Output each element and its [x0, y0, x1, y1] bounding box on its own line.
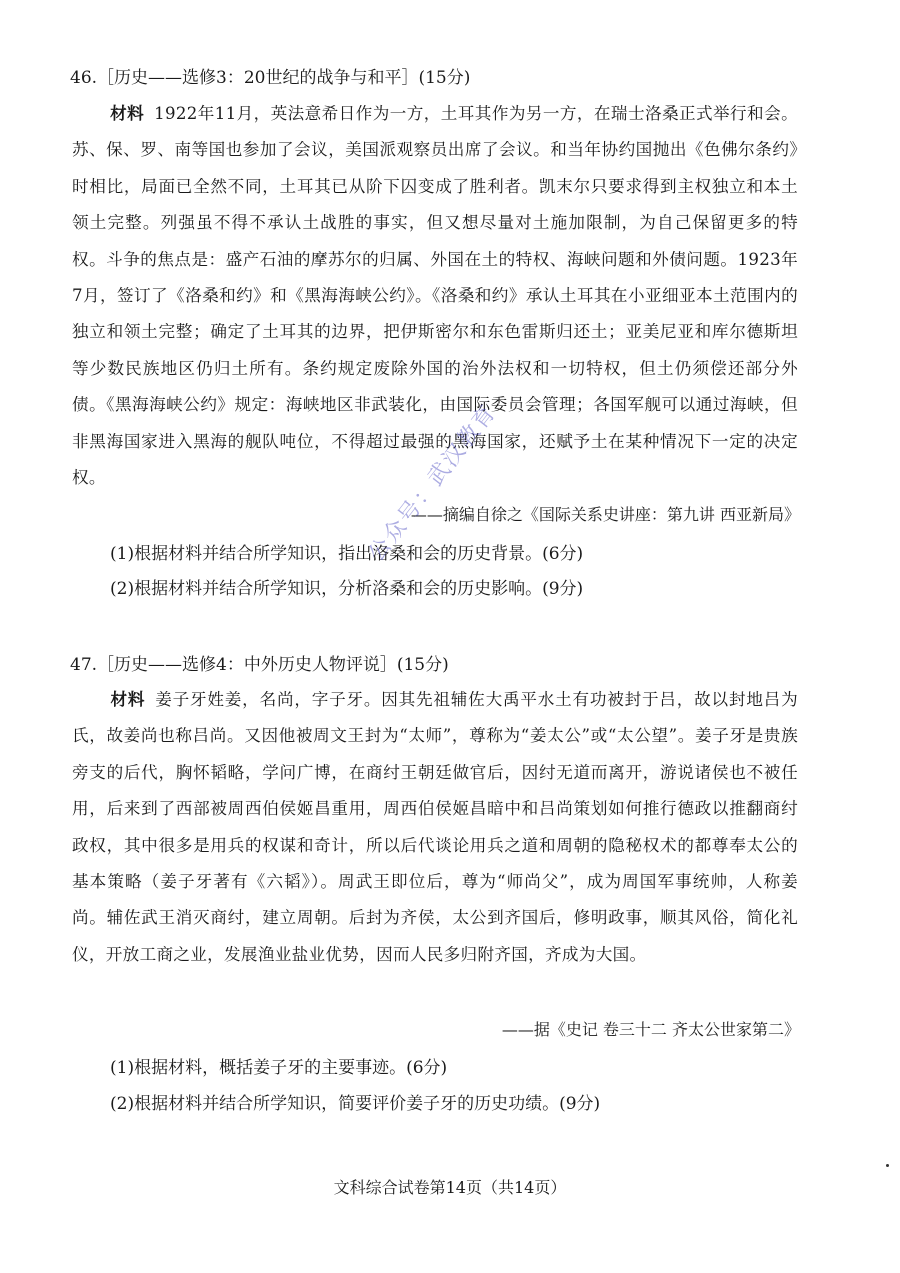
- scan-speck: [886, 1164, 889, 1167]
- question-46-subquestion-1: (1)根据材料并结合所学知识，指出洛桑和会的历史背景。(6分): [110, 544, 584, 564]
- material-text: 姜子牙姓姜，名尚，字子牙。因其先祖辅佐大禹平水土有功被封于吕，故以封地吕为氏，故姜尚也称吕尚。又因他被周文王封为“太师”，尊称为“姜太公”或“太公望”。姜子牙是贵族旁支的后代，胸怀韬略，学问广博，在商纣王朝廷做官后，因纣无道而离开，游说诸侯也不被任用，后来到了西部被周西伯侯姬昌重用，周西伯侯姬昌暗中和吕尚策划如何推行德政以推翻商纣政权，其中很多是用兵的权谋和奇计，所以后代谈论用兵之道和周朝的隐秘权术的都尊奉太公的基本策略（姜子牙著有《六韬》）。周武王即位后，尊为“师尚父”，成为周国军事统帅，人称姜尚。辅佐武王消灭商纣，建立周朝。后封为齐侯，太公到齐国后，修明政事，顺其风俗，简化礼仪，开放工商之业，发展渔业盐业优势，因而人民多归附齐国，齐成为大国。: [72, 690, 798, 964]
- question-46-material: [72, 95, 798, 496]
- question-47-subquestion-1: (1)根据材料，概括姜子牙的主要事迹。(6分): [110, 1058, 448, 1078]
- page-footer: 文科综合试卷第14页（共14页）: [333, 1178, 567, 1197]
- material-label: 材料: [110, 689, 146, 709]
- question-46-subquestion-2: (2)根据材料并结合所学知识，分析洛桑和会的历史影响。(9分): [110, 579, 584, 599]
- question-47-source: ——据《史记 卷三十二 齐太公世家第二》: [501, 1020, 800, 1039]
- material-text: 1922年11月，英法意希日作为一方，土耳其作为另一方，在瑞士洛桑正式举行和会。苏、保、罗、南等国也参加了会议，美国派观察员出席了会议。和当年协约国抛出《色佛尔条约》时相比，局面已全然不同，土耳其已从阶下囚变成了胜利者。凯末尔只要求得到主权独立和本土领土完整。列强虽不得不承认土战胜的事实，但又想尽量对土施加限制，为自己保留更多的特权。斗争的焦点是：盛产石油的摩苏尔的归属、外国在土的特权、海峡问题和外债问题。1923年7月，签订了《洛桑和约》和《黑海海峡公约》。《洛桑和约》承认土耳其在小亚细亚本土范围内的独立和领土完整；确定了土耳其的边界，把伊斯密尔和东色雷斯归还土；亚美尼亚和库尔德斯坦等少数民族地区仍归土所有。条约规定废除外国的治外法权和一切特权，但土仍须偿还部分外债。《黑海海峡公约》规定：海峡地区非武装化，由国际委员会管理；各国军舰可以通过海峡，但非黑海国家进入黑海的舰队吨位，不得超过最强的黑海国家，还赋予土在某种情况下一定的决定权。: [72, 104, 798, 488]
- question-46-source: ——摘编自徐之《国际关系史讲座：第九讲 西亚新局》: [410, 505, 800, 524]
- watermark: 公众号：武汉教育: [363, 399, 502, 567]
- question-47-material: [72, 681, 798, 973]
- question-47-heading: 47.［历史——选修4：中外历史人物评说］(15分): [70, 655, 449, 675]
- question-46-heading: 46.［历史——选修3：20世纪的战争与和平］(15分): [70, 68, 471, 88]
- material-label: 材料: [110, 103, 145, 123]
- question-47-subquestion-2: (2)根据材料并结合所学知识，简要评价姜子牙的历史功绩。(9分): [110, 1094, 601, 1114]
